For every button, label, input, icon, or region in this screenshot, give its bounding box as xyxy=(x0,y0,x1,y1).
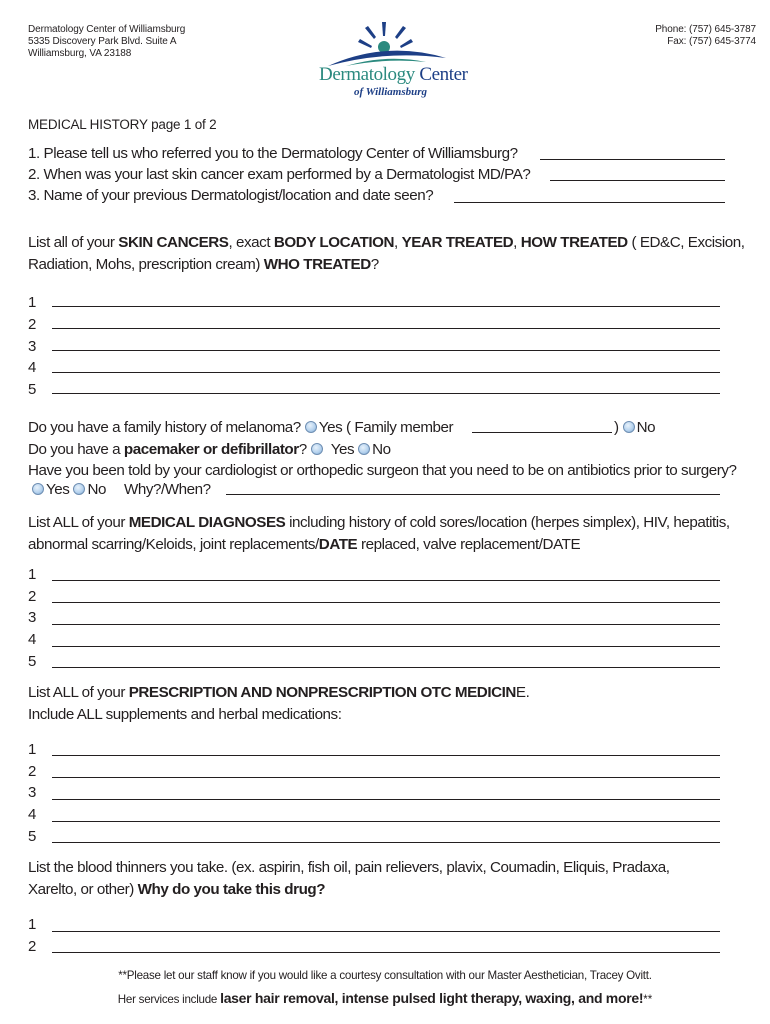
family-member-answer-line[interactable] xyxy=(472,432,612,433)
skin-cancer-line-1[interactable] xyxy=(52,306,720,307)
address-line-3: Williamsburg, VA 23188 xyxy=(28,48,132,59)
antibiotics-yes-radio[interactable] xyxy=(32,483,44,495)
list-number: 1 xyxy=(28,916,37,933)
diagnosis-line-2[interactable] xyxy=(52,602,720,603)
blood-thinners-instructions-line2: Xarelto, or other) Why do you take this drug? xyxy=(28,881,326,898)
pacemaker-no-label: No xyxy=(372,441,391,458)
family-history-yes-radio[interactable] xyxy=(305,421,317,433)
medicine-line-5[interactable] xyxy=(52,842,720,843)
diagnosis-line-1[interactable] xyxy=(52,580,720,581)
list-number: 2 xyxy=(28,763,37,780)
list-number: 5 xyxy=(28,653,37,670)
medicine-line-2[interactable] xyxy=(52,777,720,778)
list-number: 1 xyxy=(28,566,37,583)
diagnoses-instructions-line1: List ALL of your MEDICAL DIAGNOSES including history of cold sores/location (herpes simplex), HIV, hepatitis, xyxy=(28,514,730,531)
list-number: 3 xyxy=(28,338,37,355)
medicine-line-3[interactable] xyxy=(52,799,720,800)
antibiotics-no-radio[interactable] xyxy=(73,483,85,495)
list-number: 5 xyxy=(28,828,37,845)
last-exam-answer-line[interactable] xyxy=(550,180,725,181)
blood-thinners-instructions-line1: List the blood thinners you take. (ex. aspirin, fish oil, pain relievers, plavix, Coumadin, Eliquis, Pradaxa, xyxy=(28,859,670,876)
question-previous-dermatologist: 3. Name of your previous Dermatologist/location and date seen? xyxy=(28,187,434,204)
antibiotics-no-label: No xyxy=(87,481,106,498)
diagnosis-line-5[interactable] xyxy=(52,667,720,668)
skin-cancer-line-4[interactable] xyxy=(52,372,720,373)
skin-cancer-line-5[interactable] xyxy=(52,393,720,394)
skin-cancers-instructions-line2: Radiation, Mohs, prescription cream) WHO TREATED? xyxy=(28,256,379,273)
phone-number: Phone: (757) 645-3787 xyxy=(655,24,756,35)
previous-dermatologist-answer-line[interactable] xyxy=(454,202,725,203)
address-line-2: 5335 Discovery Park Blvd. Suite A xyxy=(28,36,177,47)
blood-thinner-line-1[interactable] xyxy=(52,931,720,932)
diagnosis-line-3[interactable] xyxy=(52,624,720,625)
medicine-line-4[interactable] xyxy=(52,821,720,822)
logo-subtitle: of Williamsburg xyxy=(354,86,428,98)
family-history-yes-label: Yes ( Family member xyxy=(318,419,454,436)
clinic-contact xyxy=(655,24,756,48)
skin-cancers-instructions-line1: List all of your SKIN CANCERS, exact BODY LOCATION, YEAR TREATED, HOW TREATED ( ED&C, Excision, xyxy=(28,234,745,251)
skin-cancer-line-3[interactable] xyxy=(52,350,720,351)
antibiotics-yes-label: Yes xyxy=(46,481,70,498)
page-title: MEDICAL HISTORY page 1 of 2 xyxy=(28,117,217,132)
logo-wordmark: Dermatology xyxy=(319,64,415,85)
sun-logo-icon xyxy=(316,20,456,70)
skin-cancer-line-2[interactable] xyxy=(52,328,720,329)
family-history-no-radio[interactable] xyxy=(623,421,635,433)
list-number: 2 xyxy=(28,316,37,333)
list-number: 4 xyxy=(28,631,37,648)
logo-wordmark-2: Center xyxy=(419,64,468,85)
clinic-logo xyxy=(316,20,468,102)
medicine-instructions-line2: Include ALL supplements and herbal medications: xyxy=(28,706,342,723)
list-number: 2 xyxy=(28,588,37,605)
clinic-address xyxy=(28,24,185,60)
medicine-instructions-line1: List ALL of your PRESCRIPTION AND NONPRESCRIPTION OTC MEDICINE. xyxy=(28,684,530,701)
antibiotics-answer-row xyxy=(28,481,211,499)
blood-thinner-line-2[interactable] xyxy=(52,952,720,953)
list-number: 1 xyxy=(28,741,37,758)
antibiotics-why-answer-line[interactable] xyxy=(226,494,720,495)
pacemaker-yes-radio[interactable] xyxy=(311,443,323,455)
family-history-no-group: ) No xyxy=(614,419,656,436)
list-number: 2 xyxy=(28,938,37,955)
pacemaker-yes-label: Yes xyxy=(330,441,355,458)
family-history-row xyxy=(28,419,453,437)
list-number: 3 xyxy=(28,784,37,801)
list-number: 5 xyxy=(28,381,37,398)
footer-note-line1: **Please let our staff know if you would like a courtesy consultation with our Master Aesthetician, Tracey Ovitt. xyxy=(118,969,652,982)
family-history-no-label: No xyxy=(636,419,656,436)
list-number: 4 xyxy=(28,806,37,823)
address-line-1: Dermatology Center of Williamsburg xyxy=(28,24,186,35)
diagnoses-instructions-line2: abnormal scarring/Keloids, joint replacements/DATE replaced, valve replacement/DATE xyxy=(28,536,581,553)
footer-note-line2: Her services include laser hair removal, intense pulsed light therapy, waxing, and more!** xyxy=(117,990,653,1006)
question-last-exam: 2. When was your last skin cancer exam performed by a Dermatologist MD/PA? xyxy=(28,166,531,183)
pacemaker-row: Do you have a pacemaker or defibrillator? Yes No xyxy=(28,441,391,458)
question-referral: 1. Please tell us who referred you to the Dermatology Center of Williamsburg? xyxy=(28,145,518,162)
referral-answer-line[interactable] xyxy=(540,159,725,160)
medicine-line-1[interactable] xyxy=(52,755,720,756)
fax-number: Fax: (757) 645-3774 xyxy=(667,36,756,47)
family-history-question: Do you have a family history of melanoma? xyxy=(28,419,301,436)
antibiotics-why-label: Why?/When? xyxy=(123,481,211,498)
list-number: 1 xyxy=(28,294,37,311)
antibiotics-question: Have you been told by your cardiologist or orthopedic surgeon that you need to be on antibiotics prior to surgery? xyxy=(28,462,737,479)
list-number: 4 xyxy=(28,359,37,376)
diagnosis-line-4[interactable] xyxy=(52,646,720,647)
pacemaker-no-radio[interactable] xyxy=(358,443,370,455)
list-number: 3 xyxy=(28,609,37,626)
